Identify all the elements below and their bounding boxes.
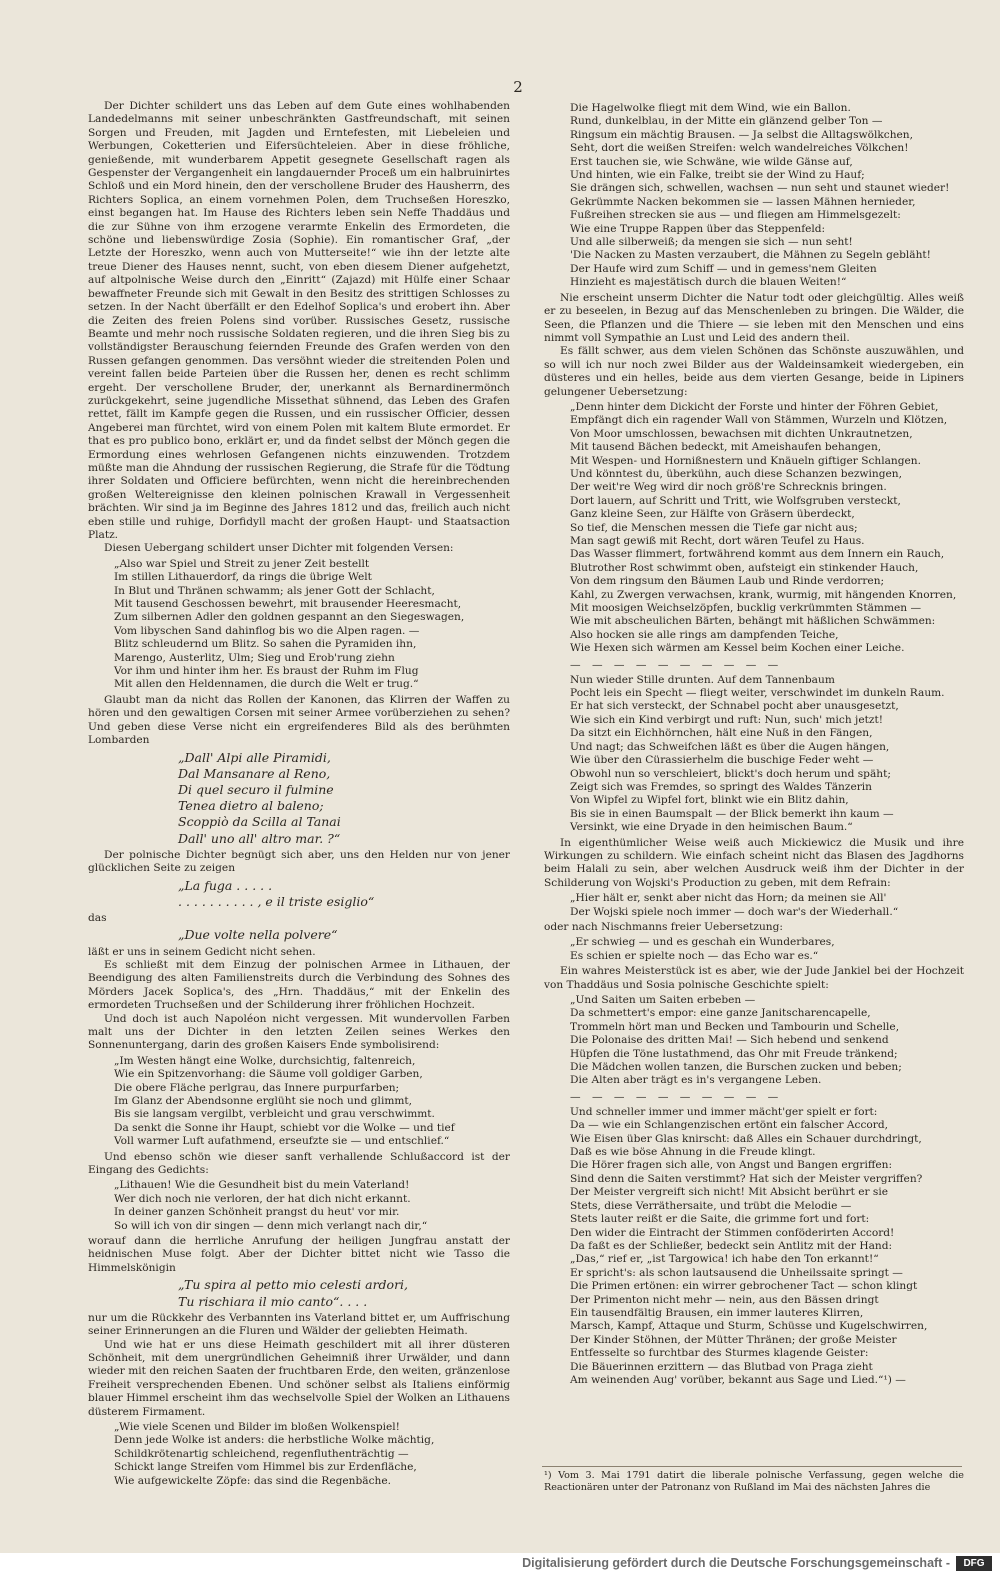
verse-line: So will ich von dir singen — denn mich verlangt nach dir,“	[114, 1219, 428, 1232]
paragraph: Und doch ist auch Napoléon nicht vergessen. Mit wundervollen Farben malt uns der Dichter in den letzten Zeilen seines Werkes den Sonnenuntergang, darin des großen Kaisers Ende symbolisirend:	[88, 1012, 510, 1052]
verse-line: Im stillen Lithauerdorf, da rings die übrige Welt	[114, 571, 372, 584]
verse-line: Stets lauter reißt er die Saite, die grimme fort und fort:	[570, 1213, 870, 1226]
verse-line: Der Meister vergreift sich nicht! Mit Absicht berührt er sie	[570, 1186, 888, 1199]
italian-quotation	[114, 878, 510, 910]
verse-line: Schickt lange Streifen vom Himmel bis zur Erdenfläche,	[114, 1461, 417, 1474]
verse-line: Denn jede Wolke ist anders: die herbstliche Wolke mächtig,	[114, 1434, 435, 1447]
verse-line: „Dall' Alpi alle Piramidi,	[178, 749, 331, 765]
verse-line: Wie sich ein Kind verbirgt und ruft: Nun, such' mich jetzt!	[570, 713, 883, 726]
verse-line: Wie aufgewickelte Zöpfe: das sind die Regenbäche.	[114, 1474, 391, 1487]
footer-credit: Digitalisierung gefördert durch die Deutsche Forschungsgemeinschaft -	[522, 1556, 950, 1570]
verse-line: „Er schwieg — und es geschah ein Wunderbares,	[570, 936, 835, 949]
verse-line: Sie drängen sich, schwellen, wachsen — nun seht und staunet wieder!	[570, 182, 950, 195]
verse-line: Die obere Fläche perlgrau, das Innere purpurfarben;	[114, 1081, 400, 1094]
verse-line: Nun wieder Stille drunten. Auf dem Tannenbaum	[570, 673, 835, 686]
verse-line: Daß es wie böse Ahnung in die Freude klingt.	[570, 1146, 816, 1159]
verse-line: Da schmettert's empor: eine ganze Janitscharencapelle,	[570, 1007, 871, 1020]
verse-line: Der Wojski spiele noch immer — doch war's der Wiederhall.“	[570, 905, 899, 918]
digitization-footer	[0, 1553, 1000, 1574]
paragraph: Und ebenso schön wie dieser sanft verhallende Schlußaccord ist der Eingang des Gedichts:	[88, 1150, 510, 1177]
verse-line: Seht, dort die weißen Streifen: welch wandelreiches Völkchen!	[570, 142, 909, 155]
left-column	[88, 100, 510, 1495]
paragraph: In eigenthümlicher Weise weiß auch Mickiewicz die Musik und ihre Wirkungen zu schildern. Wie einfach scheint nicht das Blasen des Jagdhorns beim Halali zu sein, aber welchen Ausdruck weiß ihm der Dichter in der Schilderung von Wojski's Production zu geben, mit dem Refrain:	[544, 836, 964, 889]
verse-line: Wie mit abscheulichen Bärten, behängt mit häßlichen Schwämmen:	[570, 615, 936, 628]
verse-line: Der Haufe wird zum Schiff — und in gemess'nem Gleiten	[570, 262, 877, 275]
verse-line: Am weinenden Aug' vorüber, bekannt aus Sage und Lied.“¹) —	[570, 1373, 906, 1386]
verse-line: Wer dich noch nie verloren, der hat dich nicht erkannt.	[114, 1192, 411, 1205]
verse-block	[570, 994, 964, 1088]
verse-line: Tu rischiara il mio canto“. . . .	[178, 1293, 368, 1309]
verse-block	[570, 936, 964, 963]
page-number: 2	[513, 78, 523, 96]
verse-line: Dall' uno all' altro mar. ?“	[178, 830, 341, 846]
verse-line: Entfesselte so furchtbar des Sturmes klagende Geister:	[570, 1347, 869, 1360]
verse-line: „Tu spira al petto mio celesti ardori,	[178, 1277, 409, 1293]
verse-line: Die Hörer fragen sich alle, von Angst und Bangen ergriffen:	[570, 1159, 893, 1172]
verse-line: Da sitzt ein Eichhörnchen, hält eine Nuß in den Fängen,	[570, 727, 873, 740]
paragraph: Ein wahres Meisterstück ist es aber, wie der Jude Jankiel bei der Hochzeit von Thaddäus und Sosia polnische Geschichte spielt:	[544, 965, 964, 991]
verse-line: Vom libyschen Sand dahinflog bis wo die Alpen ragen. —	[114, 624, 420, 637]
verse-line: Blutrother Rost schwimmt oben, aufsteigt ein stinkender Hauch,	[570, 561, 919, 574]
verse-block	[114, 1055, 510, 1149]
verse-line: Fußreihen strecken sie aus — und fliegen am Himmelsgezelt:	[570, 209, 901, 222]
verse-line: Und schneller immer und immer mächt'ger spielt er fort:	[570, 1105, 878, 1118]
verse-line: Ringsum ein mächtig Brausen. — Ja selbst die Alltagswölkchen,	[570, 128, 913, 141]
verse-line: Da faßt es der Schließer, bedeckt sein Antlitz mit der Hand:	[570, 1239, 893, 1252]
paragraph: nur um die Rückkehr des Verbannten ins Vaterland bittet er, um Auffrischung seiner Erinnerungen an die Fluren und Wälder der geliebten Heimath.	[88, 1311, 510, 1338]
paragraph: läßt er uns in seinem Gedicht nicht sehen.	[88, 945, 316, 958]
verse-line: Schildkrötenartig schleichend, regenfluthenträchtig —	[114, 1447, 409, 1460]
verse-line: Marsch, Kampf, Attaque und Sturm, Schüsse und Kugelschwirren,	[570, 1320, 928, 1333]
verse-line: Man sagt gewiß mit Recht, dort wären Teufel zu Haus.	[570, 535, 865, 547]
verse-block	[570, 401, 964, 656]
verse-line: Wie über den Cürassierhelm die buschige Feder weht —	[570, 754, 874, 767]
verse-line: Rund, dunkelblau, in der Mitte ein glänzend gelber Ton —	[570, 115, 883, 128]
verse-line: Vor ihm und hinter ihm her. Es braust der Ruhm im Flug	[114, 665, 419, 678]
paragraph: Es fällt schwer, aus dem vielen Schönen das Schönste auszuwählen, und so will ich nur noch zwei Bilder aus der Waldeinsamkeit wiedergeben, ein düsteres und ein helles, beide aus dem vierten Gesange, beide in Lipiners gelungener Uebersetzung:	[544, 345, 964, 398]
verse-line: „Das,“ rief er, „ist Targowica! ich habe den Ton erkannt!“	[570, 1253, 879, 1266]
verse-line: Dort lauern, auf Schritt und Tritt, wie Wolfsgruben versteckt,	[570, 494, 901, 507]
verse-block	[114, 1179, 510, 1233]
verse-line: Wie Eisen über Glas knirscht: daß Alles ein Schauer durchdringt,	[570, 1132, 922, 1145]
verse-line: Bis sie in einen Baumspalt — der Blick bemerkt ihn kaum —	[570, 807, 894, 820]
verse-line: „Im Westen hängt eine Wolke, durchsichtig, faltenreich,	[114, 1054, 416, 1067]
dfg-logo-badge: DFG	[956, 1556, 992, 1571]
paragraph: Nie erscheint unserm Dichter die Natur todt oder gleichgültig. Alles weiß er zu beseelen, in Bezug auf das Menschenleben zu bringen. Die Wälder, die Seen, die Pflanzen und die Thiere — sie leben mit den Menschen und eins nimmt voll Sympathie an Lust und Leid des andern theil.	[544, 291, 964, 344]
verse-line: So tief, die Menschen messen die Tiefe gar nicht aus;	[570, 521, 858, 534]
verse-block	[114, 558, 510, 692]
verse-block	[570, 674, 964, 835]
verse-line: Scoppiò da Scilla al Tanai	[178, 814, 341, 830]
verse-block	[570, 1106, 964, 1388]
right-column	[544, 100, 964, 1462]
verse-line: Die Bäuerinnen erzittern — das Blutbad von Praga zieht	[570, 1360, 873, 1373]
verse-line: Mit allen den Heldennamen, die durch die Welt er trug.“	[114, 678, 419, 691]
verse-line: „Denn hinter dem Dickicht der Forste und hinter der Föhren Gebiet,	[570, 400, 939, 413]
verse-line: „Wie viele Scenen und Bilder im bloßen Wolkenspiel!	[114, 1420, 400, 1433]
paragraph: Und wie hat er uns diese Heimath geschildert mit all ihrer düsteren Schönheit, mit dem unergründlichen Geheimniß ihrer Urwälder, und dann wieder mit den reichen Saaten der fruchtbaren Erde, den weiten, gränzenlose Freiheit versprechenden Ebenen. Und schöner selbst als Italiens einförmig blauer Himmel erscheint ihm das wechselvolle Spiel der Wolken an Lithauens düsterem Firmament.	[88, 1338, 510, 1418]
verse-line: Der Kinder Stöhnen, der Mütter Thränen; der große Meister	[570, 1333, 897, 1346]
section-dash-line: — — — — — — — — — —	[570, 658, 783, 671]
verse-line: Von dem ringsum den Bäumen Laub und Rinde verdorren;	[570, 575, 885, 588]
verse-line: Obwohl nun so verschleiert, blickt's doch herum und späht;	[570, 767, 891, 780]
verse-line: Ganz kleine Seen, zur Hälfte von Gräsern überdeckt,	[570, 508, 855, 521]
section-dash-line: — — — — — — — — — —	[570, 1090, 783, 1103]
verse-line: Bis sie langsam vergilbt, verbleicht und grau verschwimmt.	[114, 1108, 435, 1121]
verse-line: Voll warmer Luft aufathmend, erseufzte sie — und entschlief.“	[114, 1135, 450, 1148]
verse-line: „La fuga . . . . .	[178, 877, 273, 893]
verse-line: In deiner ganzen Schönheit prangst du heut' vor mir.	[114, 1206, 400, 1219]
verse-line: Er spricht's: als schon lautsausend die Unheilssaite springt —	[570, 1266, 903, 1279]
verse-line: . . . . . . . . . . , e il triste esiglio“	[178, 893, 375, 909]
italian-quotation	[114, 1277, 510, 1309]
verse-block	[114, 1421, 510, 1488]
verse-line: Die Polonaise des dritten Mai! — Sich hebend und senkend	[570, 1034, 889, 1047]
verse-line: Dal Mansanare al Reno,	[178, 765, 331, 781]
verse-line: Von Wipfel zu Wipfel fort, blinkt wie ein Blitz dahin,	[570, 794, 849, 807]
verse-line: Und nagt; das Schweifchen läßt es über die Augen hängen,	[570, 740, 890, 753]
verse-line: Den wider die Eintracht der Stimmen conföderirten Accord!	[570, 1226, 895, 1239]
verse-line: In Blut und Thränen schwamm; als jener Gott der Schlacht,	[114, 584, 435, 597]
paragraph: Glaubt man da nicht das Rollen der Kanonen, das Klirren der Waffen zu hören und den gewaltigen Corsen mit seiner Armee vorüberziehen zu sehen? Und geben diese Verse nicht ein ergreifenderes Bild als des berühmten Lombarden	[88, 693, 510, 747]
verse-line: Zum silbernen Adler den goldnen gespannt an den Siegeswagen,	[114, 611, 465, 624]
verse-line: Mit Wespen- und Hornißnestern und Knäueln giftiger Schlangen.	[570, 454, 922, 467]
paragraph: Diesen Uebergang schildert unser Dichter mit folgenden Versen:	[104, 542, 454, 555]
verse-line: Blitz schleudernd um Blitz. So sahen die Pyramiden ihn,	[114, 638, 417, 651]
verse-line: Die Hagelwolke fliegt mit dem Wind, wie ein Ballon.	[570, 102, 851, 114]
verse-line: Er hat sich versteckt, der Schnabel pocht aber unausgesetzt,	[570, 700, 899, 713]
verse-line: Empfängt dich ein ragender Wall von Stämmen, Wurzeln und Klötzen,	[570, 414, 948, 427]
verse-line: Da senkt die Sonne ihr Haupt, schiebt vor die Wolke — und tief	[114, 1121, 455, 1134]
verse-line: Mit tausend Bächen bedeckt, mit Ameishaufen behangen,	[570, 441, 882, 454]
verse-line: Die Primen ertönen: ein wirrer gebrochener Tact — schon klingt	[570, 1280, 918, 1293]
verse-line: Der Primenton nicht mehr — nein, aus den Bässen dringt	[570, 1293, 879, 1306]
verse-line: „Lithauen! Wie die Gesundheit bist du mein Vaterland!	[114, 1179, 410, 1192]
verse-line: Die Mädchen wollen tanzen, die Burschen zucken und beben;	[570, 1061, 902, 1074]
verse-line: Das Wasser flimmert, fortwährend kommt aus dem Innern ein Rauch,	[570, 548, 945, 561]
verse-line: Zeigt sich was Fremdes, so springt des Waldes Tänzerin	[570, 780, 872, 793]
paragraph: oder nach Nischmanns freier Uebersetzung:	[544, 920, 783, 933]
verse-line: Wie ein Spitzenvorhang: die Säume voll goldiger Garben,	[114, 1068, 423, 1081]
italian-quotation	[114, 927, 510, 943]
verse-line: Kahl, zu Zwergen verwachsen, krank, wurmig, mit hängenden Knorren,	[570, 588, 957, 601]
verse-line: Von Moor umschlossen, bewachsen mit dichten Unkrautnetzen,	[570, 427, 913, 440]
verse-line: Gekrümmte Nacken bekommen sie — lassen Mähnen hernieder,	[570, 195, 916, 208]
verse-line: Trommeln hört man und Becken und Tambourin und Schelle,	[570, 1020, 900, 1033]
verse-line: „Und Saiten um Saiten erbeben —	[570, 994, 756, 1006]
verse-line: Erst tauchen sie, wie Schwäne, wie wilde Gänse auf,	[570, 155, 853, 168]
verse-line: „Also war Spiel und Streit zu jener Zeit bestellt	[114, 557, 370, 570]
verse-line: Und könntest du, überkühn, auch diese Schanzen bezwingen,	[570, 467, 902, 480]
italian-quotation	[114, 750, 510, 847]
paragraph: Der polnische Dichter begnügt sich aber, uns den Helden nur von jener glücklichen Seite zu zeigen	[88, 848, 510, 875]
verse-line: Versinkt, wie eine Dryade in den heimischen Baum.“	[570, 821, 853, 834]
verse-line: „Due volte nella polvere“	[178, 927, 338, 943]
verse-line: Tenea dietro al baleno;	[178, 798, 324, 814]
verse-line: Wie eine Truppe Rappen über das Steppenfeld:	[570, 222, 826, 235]
verse-line: Stets, diese Verräthersaite, und trübt die Melodie —	[570, 1199, 852, 1212]
verse-line: Also hocken sie alle rings am dampfenden Teiche,	[570, 628, 839, 641]
verse-line: „Hier hält er, senkt aber nicht das Horn; da meinen sie All'	[570, 892, 887, 905]
verse-line: Und hinten, wie ein Falke, treibt sie der Wind zu Hauf;	[570, 169, 865, 182]
verse-line: Da — wie ein Schlangenzischen ertönt ein falscher Accord,	[570, 1119, 889, 1132]
verse-block	[570, 892, 964, 919]
verse-line: Mit tausend Geschossen bewehrt, mit brausender Heeresmacht,	[114, 598, 462, 611]
verse-line: Der weit're Weg wird dir noch größ're Schrecknis bringen.	[570, 481, 887, 494]
verse-line: Und alle silberweiß; da mengen sie sich — nun seht!	[570, 236, 853, 249]
footnote: ¹) Vom 3. Mai 1791 datirt die liberale polnische Verfassung, gegen welche die Reactionären unter der Patronanz von Rußland im Mai des nächsten Jahres die	[544, 1470, 964, 1494]
footnote-divider	[542, 1466, 962, 1467]
verse-line: Pocht leis ein Specht — fliegt weiter, verschwindet im dunkeln Raum.	[570, 687, 945, 700]
verse-line: Wie Hexen sich wärmen am Kessel beim Kochen einer Leiche.	[570, 642, 905, 655]
verse-line: Marengo, Austerlitz, Ulm; Sieg und Erob'rung ziehn	[114, 651, 395, 664]
verse-line: Ein tausendfältig Brausen, ein immer lauteres Klirren,	[570, 1306, 864, 1319]
verse-line: Die Alten aber trägt es in's vergangene Leben.	[570, 1074, 822, 1087]
verse-line: Im Glanz der Abendsonne erglüht sie noch und glimmt,	[114, 1095, 413, 1108]
verse-line: Mit moosigen Weichselzöpfen, bucklig verkrümmten Stämmen —	[570, 602, 922, 615]
paragraph: Der Dichter schildert uns das Leben auf dem Gute eines wohlhabenden Landedelmanns mit seiner unbeschränkten Gastfreundschaft, mit seinen Sorgen und Freuden, mit Jagden und Erntefesten, mit Liebeleien und Werbungen, Coketterien und Eifersüchteleien. Aber in diese fröhliche, genießende, mit wunderbarem Appetit gesegnete Gesellschaft ragen als Gespenster der Vergangenheit ein langdauernder Proceß um ein halbruinirtes Schloß und ein Mord hinein, den der verschollene Bruder des Hausherrn, des Richters Soplica, an einem vornehmen Polen, dem Truchseßen Horeszko, einst begangen hat. Im Hause des Richters leben sein Neffe Thaddäus und die zur Sühne von ihm erzogene verarmte Enkelin des Ermordeten, die schöne und liebenswürdige Zosia (Sophie). Ein romantischer Graf, „der Letzte der Horeszko, wenn auch von Mutterseite!“ wie ihn der letzte alte treue Diener des Hauses nennt, sucht, von eben diesem Diener aufgehetzt, auf altpolnische Weise durch den „Einritt“ (Zajazd) mit Hülfe einer Schaar bewaffneter Freunde sich mit Gewalt in den Besitz des strittigen Schlosses zu setzen. In der Nacht überfällt er den Edelhof Soplica's und erobert ihn. Aber die Zeiten des freien Polens sind vorüber. Russisches Gesetz, russische Beamte und mehr noch russische Soldaten regieren, und die ihren Sieg bis zu vollständigster Berauschung feiernden Freunde des Grafen werden von den Russen gefangen genommen. Das versöhnt wieder die streitenden Polen und vereint fallen beide Parteien über die Russen her, denen es recht schlimm ergeht. Der verschollene Bruder, der, unerkannt als Bernardinermönch zurückgekehrt, seine jugendliche Missethat sühnend, das Leben des Grafen rettet, fällt im Kampfe gegen die Russen, und ein russischer Officier, dessen Angeberei man fürchtet, wird von einem Polen mit kaltem Blute ermordet. Er that es pro publico bono, erklärt er, und da findet selbst der Mönch gegen die Ermordung eines wehrlosen Gefangenen nichts einzuwenden. Trotzdem müßte man die Ahndung der russischen Regierung, die Strafe für die Tödtung ihrer Soldaten und Officiere befürchten, wenn nicht die hereinbrechenden großen Weltereignisse den kleinen polnischen Krawall in Vergessenheit brächten. Wir sind ja im Beginne des Jahres 1812 und das, freilich auch nicht eben stille und ruhige, Dorfidyll macht der großen Haupt- und Staatsaction Platz.	[88, 100, 510, 541]
verse-block	[570, 102, 964, 290]
paragraph: worauf dann die herrliche Anrufung der heiligen Jungfrau anstatt der heidnischen Muse folgt. Aber der Dichter bittet nicht wie Tasso die Himmelskönigin	[88, 1235, 510, 1274]
verse-line: Di quel securo il fulmine	[178, 781, 334, 797]
verse-line: Es schien er spielte noch — das Echo war es.“	[570, 949, 819, 962]
paragraph: Es schließt mit dem Einzug der polnischen Armee in Lithauen, der Beendigung des alten Familienstreits durch die Verbindung des Sohnes des Mörders Jacek Soplica's, des „Hrn. Thaddäus,“ mit der Enkelin des ermordeten Truchseßen und der Schilderung ihrer fröhlichen Hochzeit.	[88, 958, 510, 1012]
verse-line: 'Die Nacken zu Masten verzaubert, die Mähnen zu Segeln gebläht!	[570, 249, 931, 262]
verse-line: Hüpfen die Töne lustathmend, das Ohr mit Freude tränkend;	[570, 1047, 898, 1060]
verse-line: Sind denn die Saiten verstimmt? Hat sich der Meister vergriffen?	[570, 1172, 923, 1185]
verse-line: Hinzieht es majestätisch durch die blauen Weiten!“	[570, 276, 847, 289]
paragraph: das	[88, 911, 107, 924]
